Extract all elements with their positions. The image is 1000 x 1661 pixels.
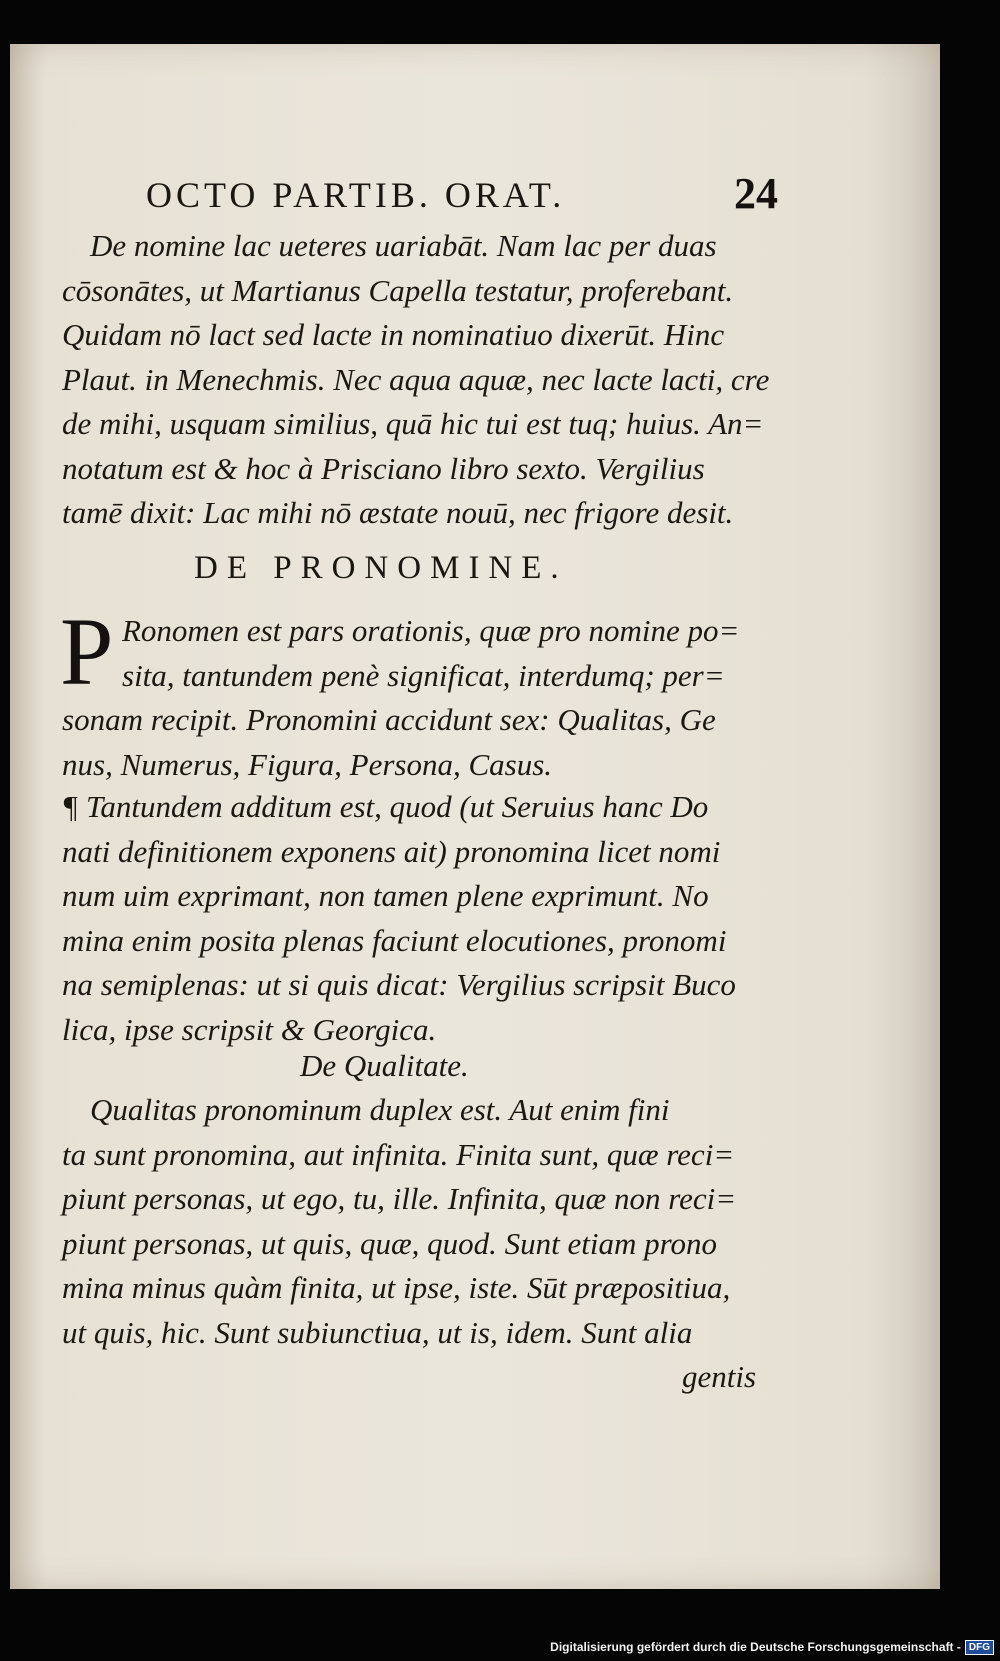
digitization-credit bbox=[550, 1637, 994, 1657]
section-heading: DE PRONOMINE. bbox=[194, 550, 568, 586]
text-line: sonam recipit. Pronomini accidunt sex: Qualitas, Ge bbox=[62, 702, 716, 737]
text-line: ut quis, hic. Sunt subiunctiua, ut is, idem. Sunt alia bbox=[62, 1314, 693, 1350]
text-line: lica, ipse scripsit & Georgica. bbox=[62, 1011, 437, 1047]
text-line: piunt personas, ut quis, quæ, quod. Sunt etiam prono bbox=[62, 1225, 718, 1261]
paragraph-definition bbox=[62, 609, 774, 787]
paragraph-qualitas bbox=[62, 1088, 774, 1355]
text-line: De nomine lac ueteres uariabāt. Nam lac per duas bbox=[90, 228, 717, 263]
text-line: mina minus quàm finita, ut ipse, iste. Sūt præpositiua, bbox=[62, 1270, 731, 1305]
text-line: num uim exprimant, non tamen plene exprimunt. No bbox=[62, 878, 709, 913]
subsection-heading: De Qualitate. bbox=[300, 1048, 469, 1083]
paragraph-lac bbox=[62, 224, 774, 536]
running-head: OCTO PARTIB. ORAT. bbox=[146, 175, 566, 215]
dfg-logo-icon: DFG bbox=[965, 1640, 994, 1655]
page-header bbox=[146, 169, 786, 224]
text-line: Plaut. in Menechmis. Nec aqua aquæ, nec lacte lacti, cre bbox=[62, 361, 770, 397]
book-page bbox=[10, 44, 940, 1589]
text-line: nus, Numerus, Figura, Persona, Casus. bbox=[62, 746, 553, 782]
text-line: sita, tantundem penè significat, interdumq; per= bbox=[122, 657, 725, 693]
text-line: notatum est & hoc à Prisciano libro sexto. Vergilius bbox=[62, 450, 705, 486]
text-line: mina enim posita plenas faciunt elocutiones, pronomi bbox=[62, 922, 727, 958]
text-line: na semiplenas: ut si quis dicat: Vergilius scripsit Buco bbox=[62, 967, 736, 1002]
paragraph-commentary bbox=[62, 785, 774, 1052]
text-line: Quidam nō lact sed lacte in nominatiuo dixerūt. Hinc bbox=[62, 317, 725, 352]
text-line: Qualitas pronominum duplex est. Aut enim fini bbox=[90, 1092, 670, 1127]
catchword: gentis bbox=[682, 1359, 757, 1394]
text-line: nati definitionem exponens ait) pronomina licet nomi bbox=[62, 833, 721, 869]
credit-text: Digitalisierung gefördert durch die Deutsche Forschungsgemeinschaft - bbox=[550, 1640, 961, 1654]
text-line: tamē dixit: Lac mihi nō æstate nouū, nec frigore desit. bbox=[62, 495, 734, 530]
drop-capital: P bbox=[60, 598, 114, 705]
text-line: de mihi, usquam similius, quā hic tui est tuq; huius. An= bbox=[62, 406, 764, 441]
text-line: cōsonātes, ut Martianus Capella testatur, proferebant. bbox=[62, 272, 734, 308]
page-number: 24 bbox=[734, 169, 778, 218]
text-line: piunt personas, ut ego, tu, ille. Infinita, quæ non reci= bbox=[62, 1181, 737, 1216]
text-line: ¶ Tantundem additum est, quod (ut Seruius hanc Do bbox=[62, 789, 709, 824]
text-line: Ronomen est pars orationis, quæ pro nomine po= bbox=[122, 613, 740, 648]
text-line: ta sunt pronomina, aut infinita. Finita sunt, quæ reci= bbox=[62, 1136, 735, 1172]
